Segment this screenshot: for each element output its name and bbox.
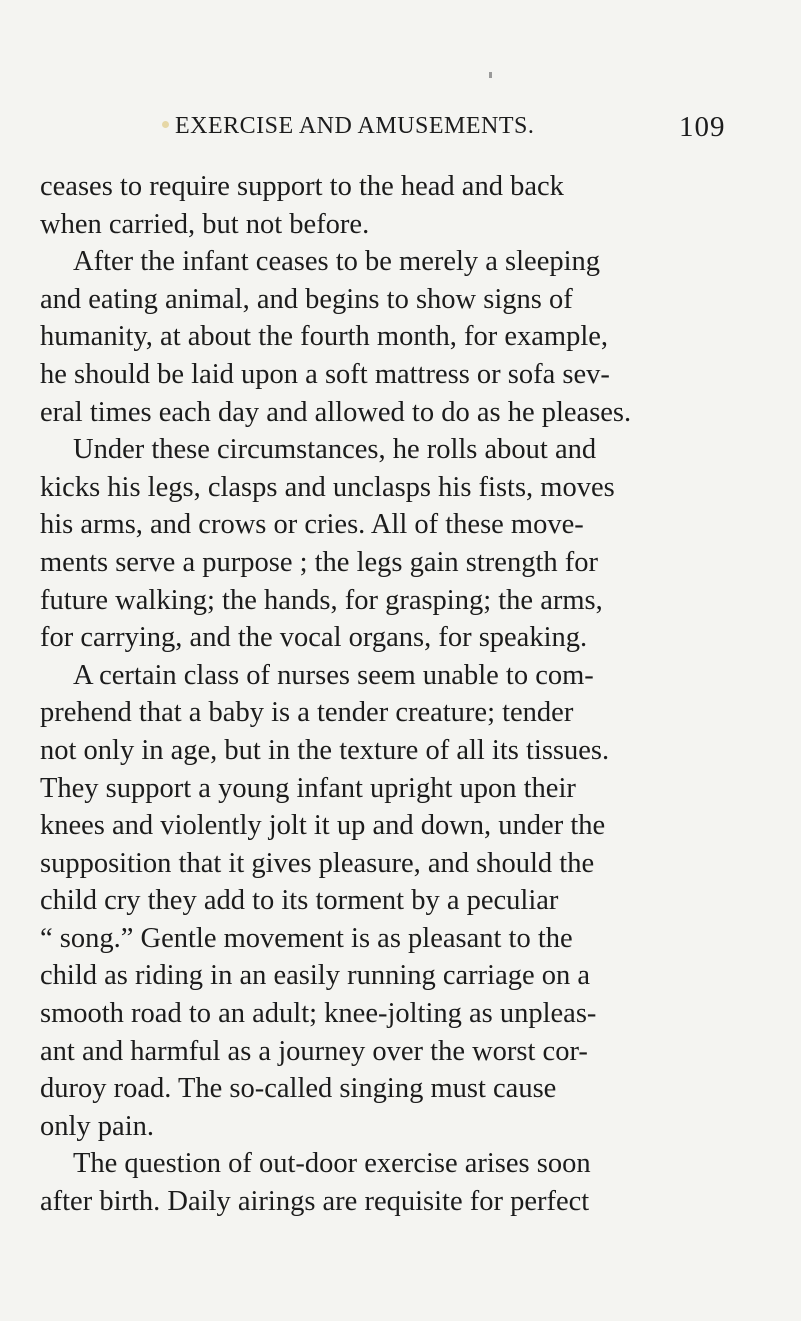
text-line: knees and violently jolt it up and down, under the	[40, 810, 606, 842]
text-line: eral times each day and allowed to do as he pleases.	[40, 396, 632, 428]
text-line: smooth road to an adult; knee-jolting as unpleas-	[40, 998, 597, 1030]
running-head: EXERCISE AND AMUSEMENTS.	[175, 113, 535, 139]
paragraph-start-line: The question of out-door exercise arises soon	[73, 1148, 591, 1180]
text-line: kicks his legs, clasps and unclasps his fists, moves	[40, 471, 615, 503]
text-line: for carrying, and the vocal organs, for speaking.	[40, 622, 588, 654]
text-line: his arms, and crows or cries. All of these move-	[40, 509, 584, 541]
text-line: prehend that a baby is a tender creature; tender	[40, 697, 574, 729]
text-line: only pain.	[40, 1110, 154, 1142]
text-line: ant and harmful as a journey over the worst cor-	[40, 1035, 588, 1067]
text-line: when carried, but not before.	[40, 208, 370, 240]
text-line: They support a young infant upright upon their	[40, 772, 576, 804]
text-line: duroy road. The so-called singing must cause	[40, 1073, 557, 1105]
text-line: child as riding in an easily running carriage on a	[40, 960, 591, 992]
text-line: “ song.” Gentle movement is as pleasant to the	[40, 922, 573, 954]
text-line: supposition that it gives pleasure, and should the	[40, 847, 595, 879]
text-line: after birth. Daily airings are requisite for perfect	[40, 1186, 590, 1218]
text-line: and eating animal, and begins to show signs of	[40, 283, 573, 315]
text-line: he should be laid upon a soft mattress or sofa sev-	[40, 358, 610, 390]
ink-speck	[162, 121, 169, 128]
text-line: humanity, at about the fourth month, for example,	[40, 321, 609, 353]
print-speck	[489, 72, 492, 78]
text-line: future walking; the hands, for grasping; the arms,	[40, 584, 603, 616]
paragraph-start-line: After the infant ceases to be merely a sleeping	[73, 246, 601, 278]
text-line: child cry they add to its torment by a peculiar	[40, 885, 559, 917]
paragraph-start-line: Under these circumstances, he rolls about and	[73, 434, 597, 466]
text-line: not only in age, but in the texture of all its tissues.	[40, 734, 610, 766]
page-number: 109	[679, 111, 726, 143]
text-line: ceases to require support to the head and back	[40, 171, 564, 202]
paragraph-start-line: A certain class of nurses seem unable to com-	[73, 659, 594, 691]
body-text	[40, 168, 780, 1221]
text-line: ments serve a purpose ; the legs gain strength for	[40, 546, 598, 578]
